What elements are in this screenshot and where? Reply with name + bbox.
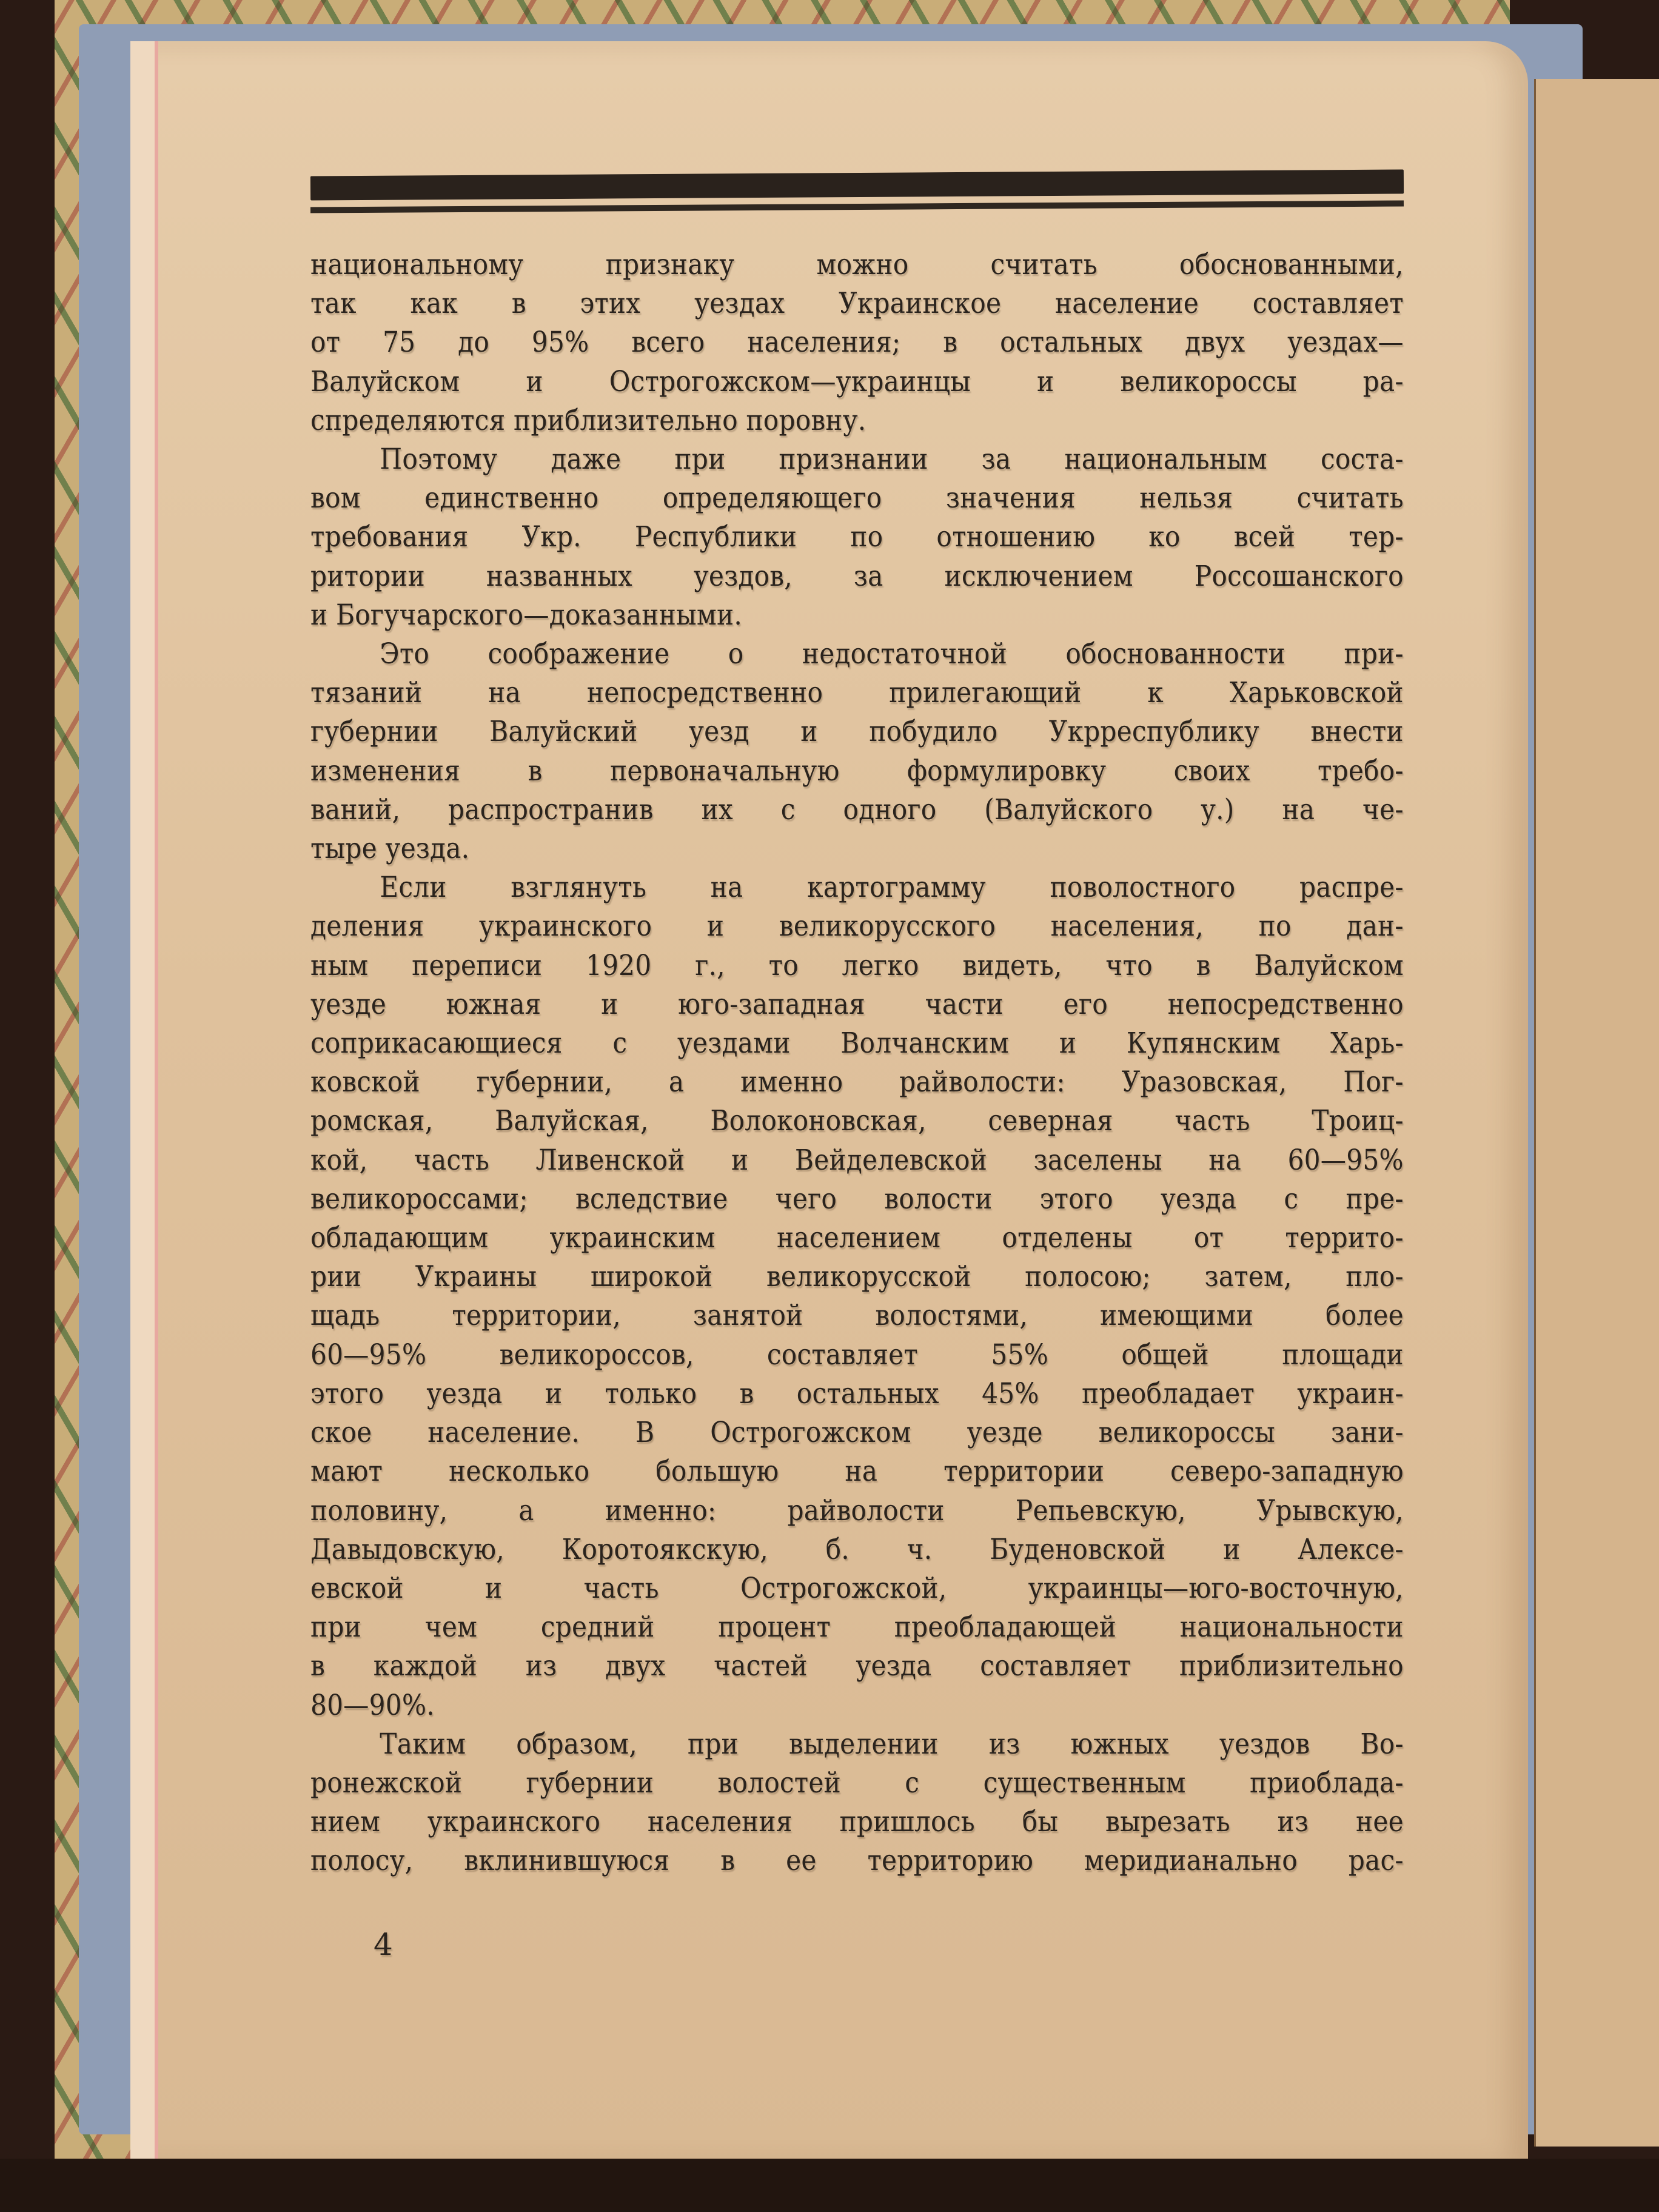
text-line: 80—90%. xyxy=(310,1688,435,1722)
text-line: тыре уезда. xyxy=(310,832,470,866)
page-edge-stripe xyxy=(130,41,161,2163)
text-line: ваний, распространив их с одного (Валуйского у.) на че- xyxy=(310,793,1404,826)
text-line: евской и часть Острогожской, украинцы—юго-восточную, xyxy=(310,1571,1404,1605)
text-line: и Богучарского—доказанными. xyxy=(310,598,742,632)
text-line: изменения в первоначальную формулировку своих требо- xyxy=(310,754,1404,788)
text-line: при чем средний процент преобладающей национальности xyxy=(310,1610,1404,1644)
text-line: деления украинского и великорусского населения, по дан- xyxy=(310,910,1404,943)
text-line: щадь территории, занятой волостями, имеющими более xyxy=(310,1299,1404,1333)
text-line: в каждой из двух частей уезда составляет приблизительно xyxy=(310,1649,1404,1683)
text-line: Давыдовскую, Коротоякскую, б. ч. Буденовской и Алексе- xyxy=(310,1532,1404,1566)
text-line: так как в этих уездах Украинское население составляет xyxy=(310,287,1404,321)
text-line: Валуйском и Острогожском—украинцы и великороссы ра- xyxy=(310,364,1404,398)
text-line: обладающим украинским населением отделены от террито- xyxy=(310,1221,1404,1255)
text-line: этого уезда и только в остальных 45% преобладает украин- xyxy=(310,1376,1404,1410)
text-line: ритории названных уездов, за исключением Россошанского xyxy=(310,559,1404,593)
text-line: национальному признаку можно считать обоснованными, xyxy=(310,248,1404,281)
text-line: Таким образом, при выделении из южных уездов Во- xyxy=(380,1727,1404,1761)
text-line: мают несколько большую на территории северо-западную xyxy=(310,1455,1404,1489)
text-line: Это соображение о недостаточной обоснованности при- xyxy=(380,637,1404,671)
adjacent-page-edge xyxy=(1534,79,1659,2147)
table-shadow xyxy=(0,2159,1659,2212)
page-number: 4 xyxy=(374,1927,393,1962)
text-line: ромская, Валуйская, Волоконовская, северная часть Троиц- xyxy=(310,1104,1404,1138)
text-line: Если взглянуть на картограмму поволостного распре- xyxy=(380,871,1404,905)
text-line: вом единственно определяющего значения нельзя считать xyxy=(310,481,1404,515)
text-line: соприкасающиеся с уездами Волчанским и Купянским Харь- xyxy=(310,1027,1404,1061)
text-line: 60—95% великороссов, составляет 55% общей площади xyxy=(310,1338,1404,1372)
text-line: ным переписи 1920 г., то легко видеть, что в Валуйском xyxy=(310,948,1404,982)
text-line: Поэтому даже при признании за национальным соста- xyxy=(380,443,1404,477)
text-line: рии Украины широкой великорусской полосою; затем, пло- xyxy=(310,1260,1404,1294)
text-line: губернии Валуйский уезд и побудило Укрреспублику внести xyxy=(310,715,1404,749)
text-line: уезде южная и юго-западная части его непосредственно xyxy=(310,987,1404,1021)
text-line: ское население. В Острогожском уезде великороссы зани- xyxy=(310,1416,1404,1450)
text-line: спределяются приблизительно поровну. xyxy=(310,403,866,437)
text-line: ронежской губернии волостей с существенным приоблада- xyxy=(310,1766,1404,1800)
text-line: нием украинского населения пришлось бы вырезать из нее xyxy=(310,1805,1404,1839)
text-line: половину, а именно: райволости Репьевскую, Урывскую, xyxy=(310,1493,1404,1527)
text-line: полосу, вклинившуюся в ее территорию меридианально рас- xyxy=(310,1844,1404,1878)
book-page xyxy=(130,41,1528,2163)
text-line: великороссами; вследствие чего волости этого уезда с пре- xyxy=(310,1182,1404,1216)
text-line: требования Укр. Республики по отношению ко всей тер- xyxy=(310,520,1404,554)
header-rule-thin xyxy=(310,200,1404,213)
body-text xyxy=(310,246,1404,1881)
text-line: тязаний на непосредственно прилегающий к Харьковской xyxy=(310,676,1404,710)
text-line: ковской губернии, а именно райволости: Уразовская, Пог- xyxy=(310,1065,1404,1099)
text-line: кой, часть Ливенской и Вейделевской заселены на 60—95% xyxy=(310,1143,1404,1177)
header-rule-thick xyxy=(310,169,1404,200)
text-line: от 75 до 95% всего населения; в остальных двух уездах— xyxy=(310,326,1404,360)
